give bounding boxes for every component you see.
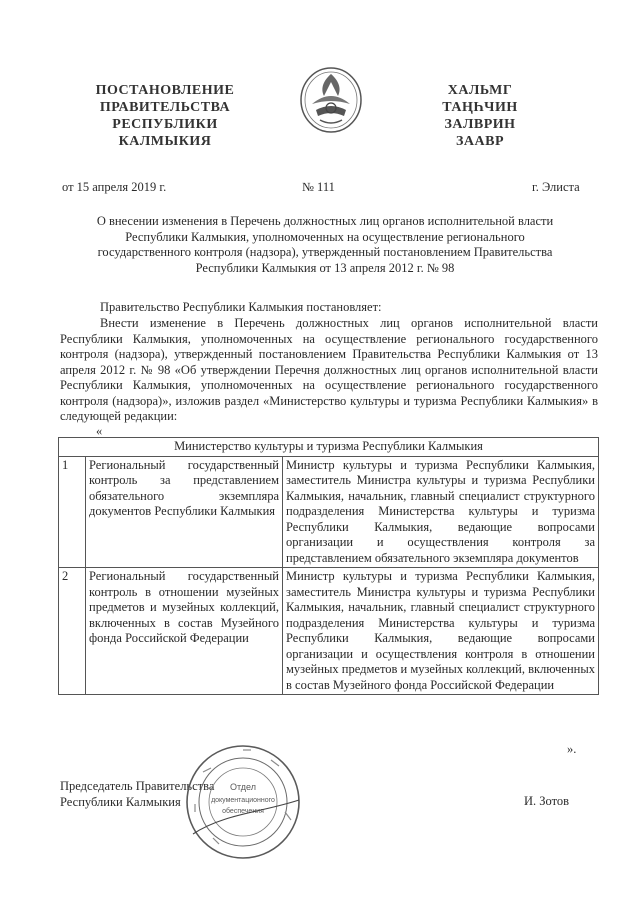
document-title (60, 214, 590, 276)
resolution-intro: Правительство Республики Калмыкия постановляет: (100, 300, 382, 314)
control-area-cell: Региональный государственный контроль за представлением обязательного экземпляра документов Республики Калмыкия (86, 456, 283, 568)
header-left-line: ПОСТАНОВЛЕНИЕ (95, 83, 235, 98)
quote-open-mark: « (96, 424, 103, 438)
title-line: Республики Калмыкия, уполномоченных на осуществление регионального (125, 229, 525, 244)
table-row (59, 568, 599, 695)
header-right-line: ЗАЛВРИН (444, 117, 516, 132)
officials-table (58, 437, 599, 695)
header-right-line: ХАЛЬМГ (447, 83, 513, 98)
document-number: № 111 (302, 180, 335, 194)
title-line: Республики Калмыкия от 13 апреля 2012 г. № 98 (195, 260, 455, 275)
header-right-line: ТАҢҺЧИН (442, 100, 518, 115)
stamp-text-line: обеспечения (222, 808, 264, 815)
control-area-cell: Региональный государственный контроль в отношении музейных предметов и музейных коллекций, включенных в состав Музейного фонда Российской Федерации (86, 568, 283, 695)
resolution-change-paragraph: Внести изменение в Перечень должностных лиц органов исполнительной власти Республики Калмыкия, уполномоченных на осуществление регионального государственного контроля (надзора), утвержденный постановлением Правительства Республики Калмыкия от 13 апреля 2012 г. № 98 «Об утверждении Перечня должностных лиц органов исполнительной власти Республики Калмыкия, уполномоченных на осуществление регионального государственного контроля (надзора)», изложив раздел «Министерство культуры и туризма Республики Калмыкия» в следующей редакции: (60, 316, 598, 423)
quote-close-mark: ». (567, 742, 577, 756)
table-header-cell: Министерство культуры и туризма Республики Калмыкия (59, 438, 599, 457)
header-left-line: ПРАВИТЕЛЬСТВА (99, 100, 231, 115)
official-stamp (183, 742, 303, 862)
signatory-name: И. Зотов (524, 794, 570, 808)
signature-position-line: Председатель Правительства (60, 779, 215, 793)
header-left-line: РЕСПУБЛИКИ (112, 117, 218, 132)
coat-of-arms-emblem (298, 64, 364, 134)
stamp-text-line: Отдел (229, 782, 257, 792)
signature-position-line: Республики Калмыкия (60, 795, 181, 809)
header-left-line: КАЛМЫКИЯ (118, 134, 212, 149)
title-line: государственного контроля (надзора), утвержденный постановлением Правительства (97, 245, 553, 259)
title-line: О внесении изменения в Перечень должностных лиц органов исполнительной власти (96, 214, 554, 228)
document-city: г. Элиста (532, 180, 580, 194)
document-date: от 15 апреля 2019 г. (62, 180, 167, 194)
row-number: 2 (59, 568, 86, 695)
header-left (80, 82, 250, 150)
table-row (59, 456, 599, 568)
header-right (405, 82, 555, 150)
table-header-row (59, 438, 599, 457)
row-number: 1 (59, 456, 86, 568)
header-right-line: ЗААВР (456, 134, 504, 149)
officials-cell: Министр культуры и туризма Республики Калмыкия, заместитель Министра культуры и туризма Республики Калмыкия, начальник, главный специалист структурного подразделения Министерства культуры и туризма Республики Калмыкия, ведающие вопросами организации и осуществления контроля в отношении музейных предметов и музейных коллекций, включенных в состав Музейного фонда Российской Федерации (283, 568, 599, 695)
officials-cell: Министр культуры и туризма Республики Калмыкия, заместитель Министра культуры и туризма Республики Калмыкия, начальник, главный специалист структурного подразделения Министерства культуры и туризма Республики Калмыкия, ведающие вопросами организации и осуществления контроля за представлением обязательного экземпляра документов (283, 456, 599, 568)
stamp-text-line: документационного (211, 797, 275, 804)
